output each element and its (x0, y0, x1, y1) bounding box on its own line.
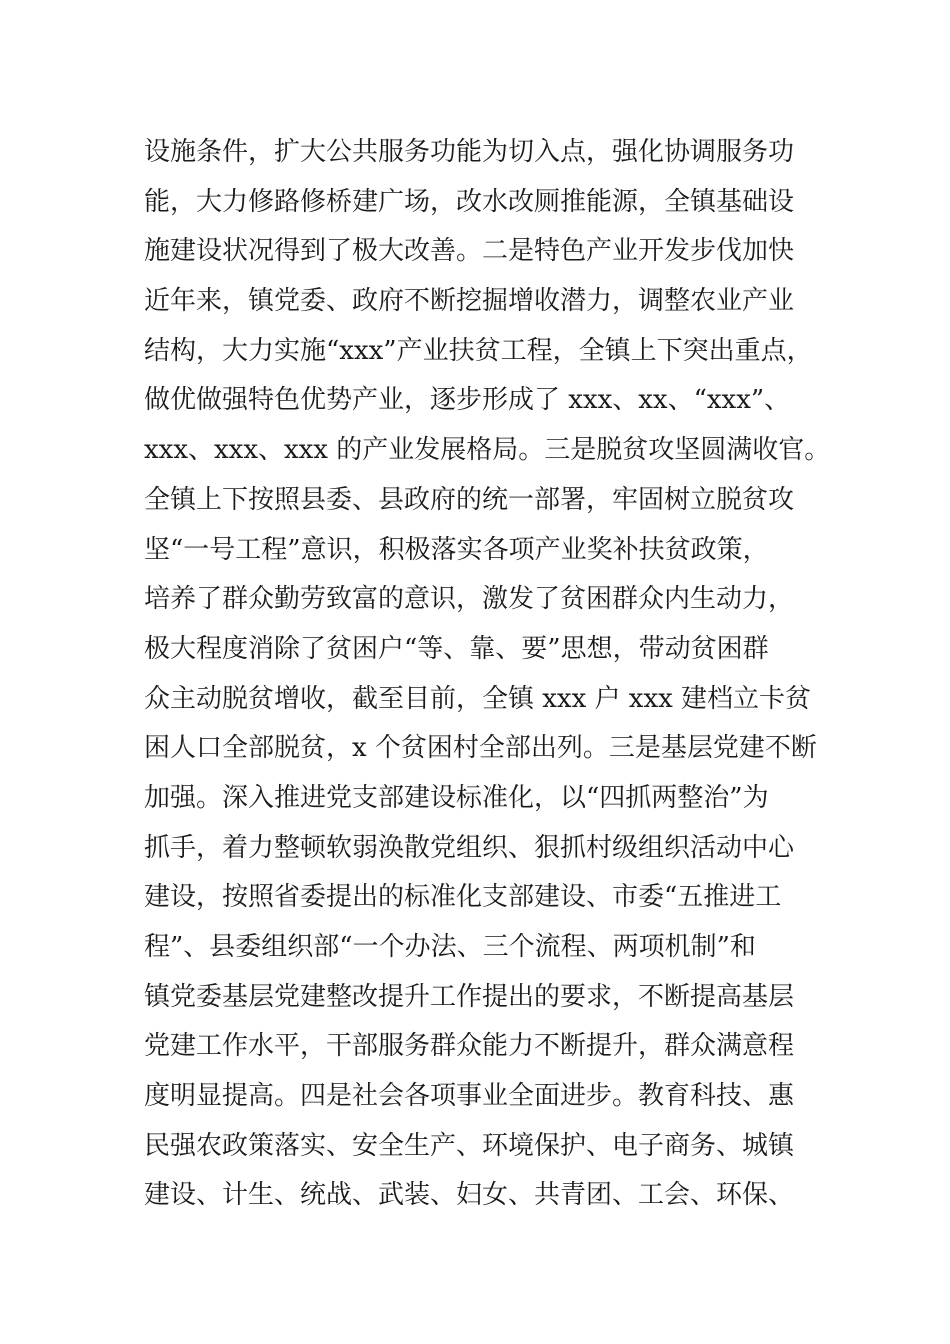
text-line: 镇党委基层党建整改提升工作提出的要求，不断提高基层 (144, 981, 795, 1012)
text-line: 党建工作水平，干部服务群众能力不断提升，群众满意程 (144, 1031, 795, 1062)
text-line: 度明显提高。四是社会各项事业全面进步。教育科技、惠 (144, 1081, 795, 1112)
text-line: 施建设状况得到了极大改善。二是特色产业开发步伐加快 (144, 236, 795, 267)
text-line: 建设，按照省委提出的标准化支部建设、市委“五推进工 (144, 882, 782, 913)
text-line: 众主动脱贫增收，截至目前，全镇 xxx 户 xxx 建档立卡贫 (144, 683, 812, 714)
text-line: 极大程度消除了贫困户“等、靠、要”思想，带动贫困群 (144, 633, 769, 664)
text-line: 困人口全部脱贫，x 个贫困村全部出列。三是基层党建不断 (144, 733, 817, 764)
body-text (144, 128, 834, 1221)
text-line: 能，大力修路修桥建广场，改水改厕推能源，全镇基础设 (144, 186, 795, 217)
text-line: 加强。深入推进党支部建设标准化，以“四抓两整治”为 (144, 782, 769, 813)
text-line: 做优做强特色优势产业，逐步形成了 xxx、xx、“xxx”、 (144, 385, 791, 416)
text-line: 程”、县委组织部“一个办法、三个流程、两项机制”和 (144, 932, 756, 962)
text-line: 全镇上下按照县委、县政府的统一部署，牢固树立脱贫攻 (144, 484, 795, 515)
text-line: 坚“一号工程”意识，积极落实各项产业奖补扶贫政策， (144, 534, 769, 565)
text-line: 近年来，镇党委、政府不断挖掘增收潜力，调整农业产业 (144, 286, 795, 317)
text-line: 建设、计生、统战、武装、妇女、共青团、工会、环保、 (144, 1180, 795, 1211)
text-line: 抓手，着力整顿软弱涣散党组织、狠抓村级组织活动中心 (144, 832, 795, 863)
text-line: 培养了群众勤劳致富的意识，激发了贫困群众内生动力， (144, 584, 795, 615)
text-line: 民强农政策落实、安全生产、环境保护、电子商务、城镇 (144, 1130, 795, 1161)
text-line: xxx、xxx、xxx 的产业发展格局。三是脱贫攻坚圆满收官。 (144, 435, 831, 466)
text-line: 结构，大力实施“xxx”产业扶贫工程，全镇上下突出重点， (144, 335, 813, 366)
text-line: 设施条件，扩大公共服务功能为切入点，强化协调服务功 (144, 137, 795, 167)
